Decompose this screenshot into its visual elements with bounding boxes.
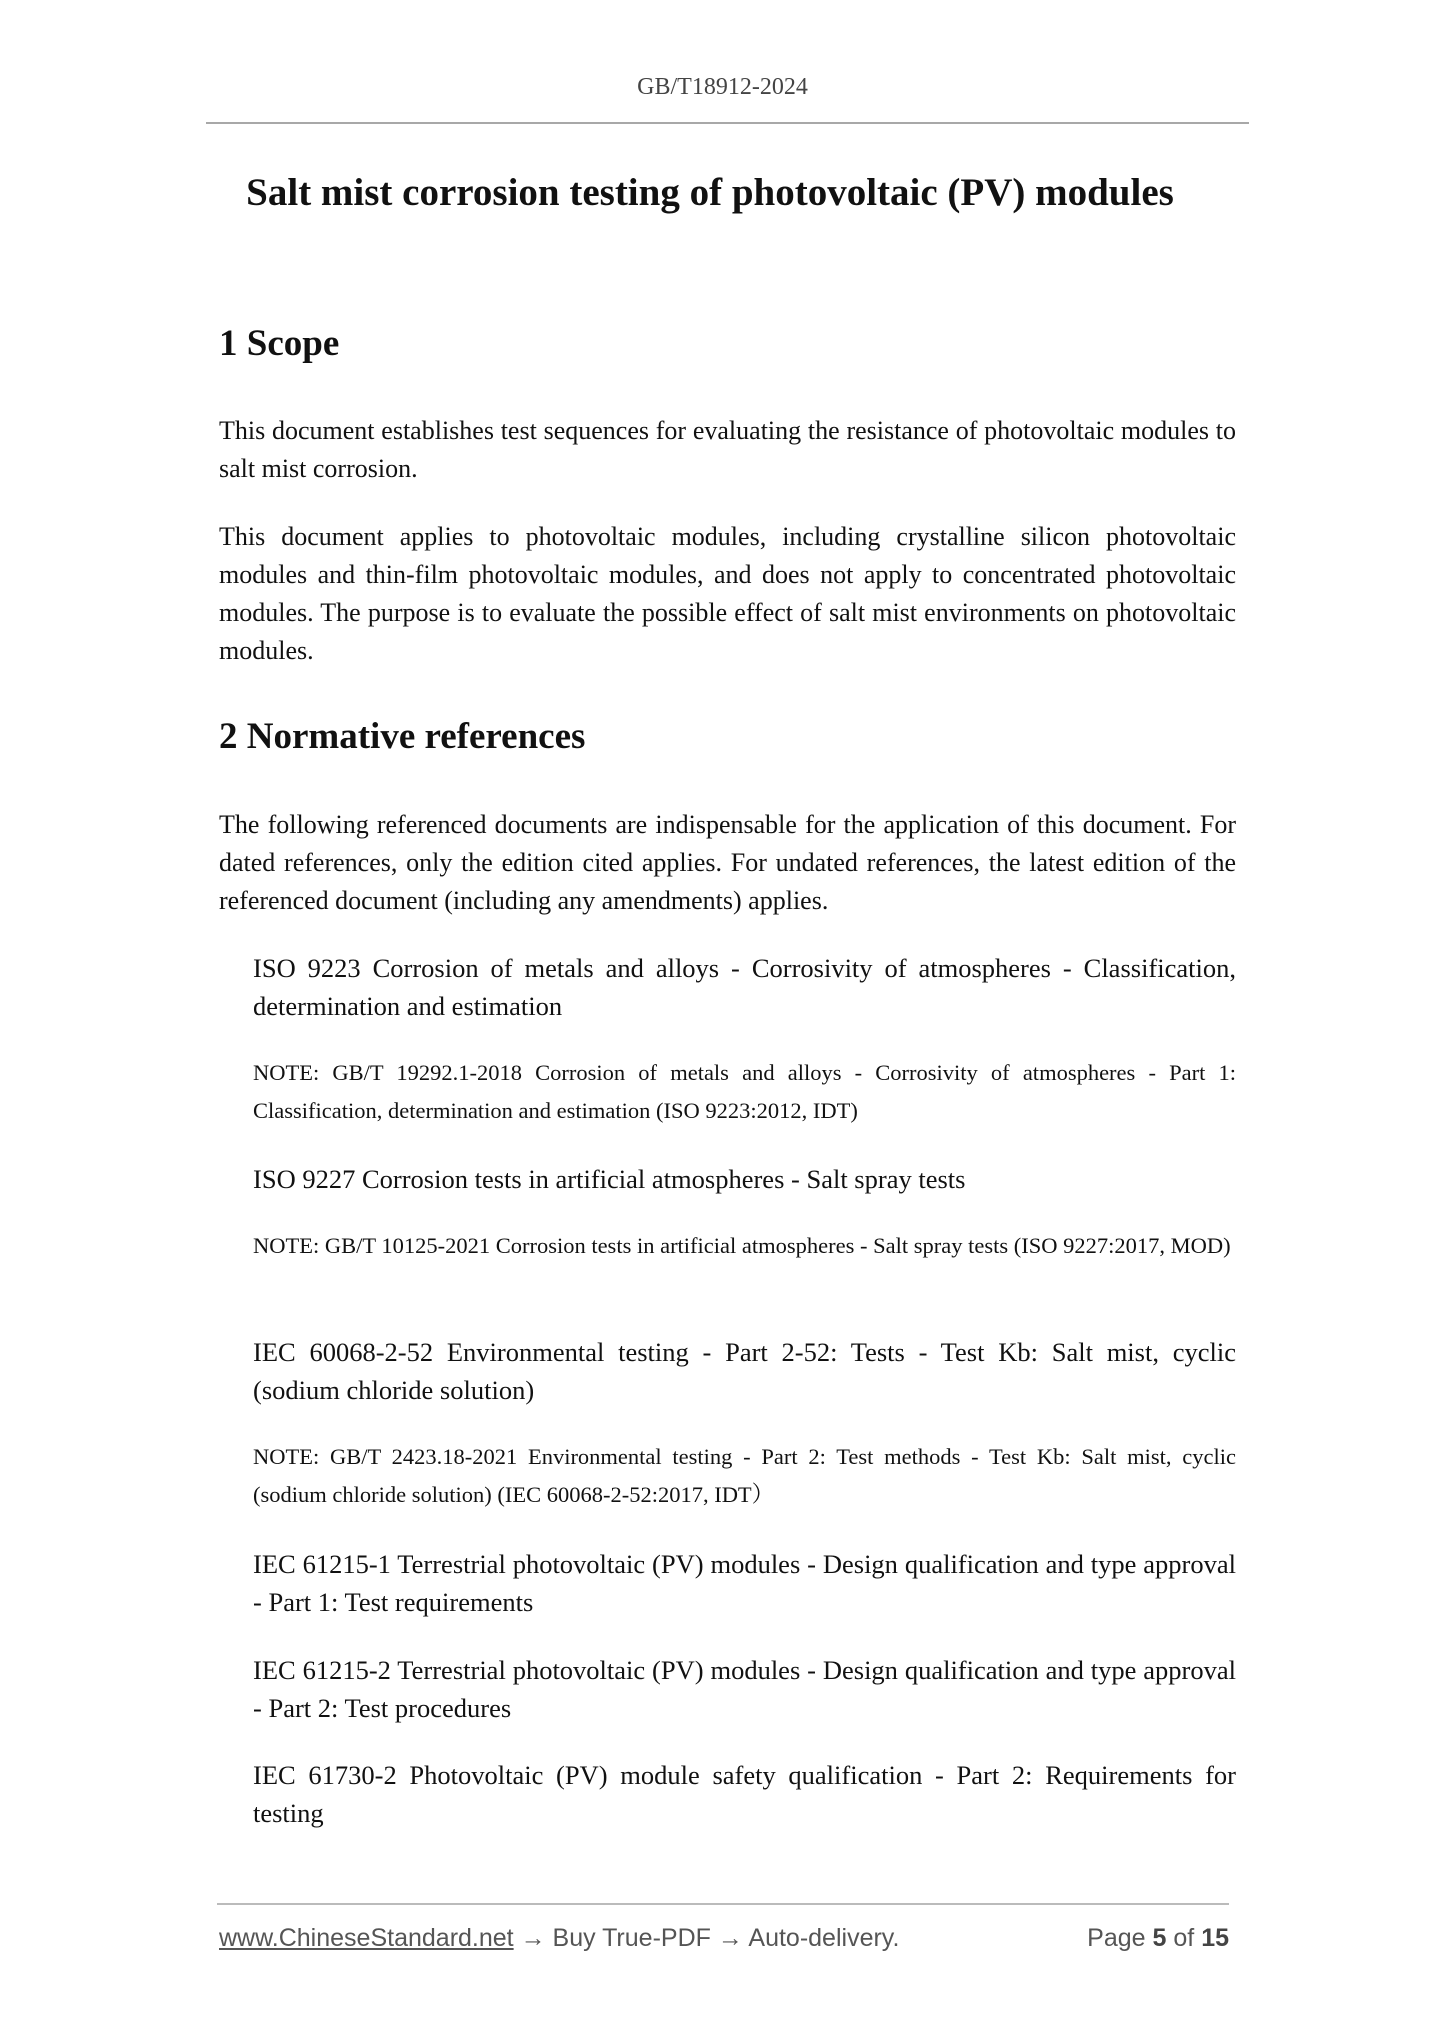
page-footer [219, 1924, 1229, 1953]
document-title: Salt mist corrosion testing of photovoltaic (PV) modules [246, 171, 1174, 214]
document-code-header: GB/T18912-2024 [637, 74, 808, 100]
reference-item: ISO 9227 Corrosion tests in artificial atmospheres - Salt spray tests [253, 1164, 966, 1194]
reference-item: IEC 61215-1 Terrestrial photovoltaic (PV) modules - Design qualification and type approval - Part 1: Test requirements [253, 1549, 1236, 1617]
paragraph: This document establishes test sequences for evaluating the resistance of photovoltaic modules to salt mist corrosion. [219, 416, 1236, 483]
reference-note: NOTE: GB/T 19292.1-2018 Corrosion of metals and alloys - Corrosivity of atmospheres - Part 1: Classification, determination and estimation (ISO 9223:2012, IDT) [253, 1060, 1236, 1123]
reference-item: IEC 61215-2 Terrestrial photovoltaic (PV) modules - Design qualification and type approval - Part 2: Test procedures [253, 1655, 1236, 1723]
reference-item: IEC 61730-2 Photovoltaic (PV) module safety qualification - Part 2: Requirements for testing [253, 1760, 1236, 1828]
reference-item: IEC 60068-2-52 Environmental testing - Part 2-52: Tests - Test Kb: Salt mist, cyclic (sodium chloride solution) [253, 1337, 1236, 1405]
chinesestandard-link[interactable]: www.ChineseStandard.net [219, 1924, 514, 1952]
section-heading-scope: 1 Scope [219, 323, 340, 364]
of-label: of [1173, 1924, 1195, 1952]
page-number [1087, 1924, 1229, 1953]
reference-note: NOTE: GB/T 10125-2021 Corrosion tests in artificial atmospheres - Salt spray tests (ISO 9227:2017, MOD) [253, 1233, 1231, 1258]
current-page: 5 [1152, 1924, 1167, 1952]
footer-promo-text: → Buy True-PDF → Auto-delivery. [513, 1924, 900, 1952]
page-label: Page [1087, 1924, 1146, 1952]
header-divider [206, 122, 1249, 124]
footer-divider [217, 1903, 1229, 1905]
paragraph: This document applies to photovoltaic modules, including crystalline silicon photovoltaic modules and thin-film photovoltaic modules, and does not apply to concentrated photovoltaic modules. The purpose is to evaluate the possible effect of salt mist environments on photovoltaic modules. [219, 522, 1236, 665]
footer-promo [219, 1924, 899, 1953]
paragraph: The following referenced documents are indispensable for the application of this document. For dated references, only the edition cited applies. For undated references, the latest edition of the referenced document (including any amendments) applies. [219, 810, 1236, 915]
reference-item: ISO 9223 Corrosion of metals and alloys - Corrosivity of atmospheres - Classification, determination and estimation [253, 953, 1236, 1021]
section-heading-normative-references: 2 Normative references [219, 716, 586, 757]
total-pages: 15 [1201, 1924, 1229, 1952]
reference-note: NOTE: GB/T 2423.18-2021 Environmental testing - Part 2: Test methods - Test Kb: Salt mist, cyclic (sodium chloride solution) (IEC 60068-2-52:2017, IDT） [253, 1444, 1236, 1507]
